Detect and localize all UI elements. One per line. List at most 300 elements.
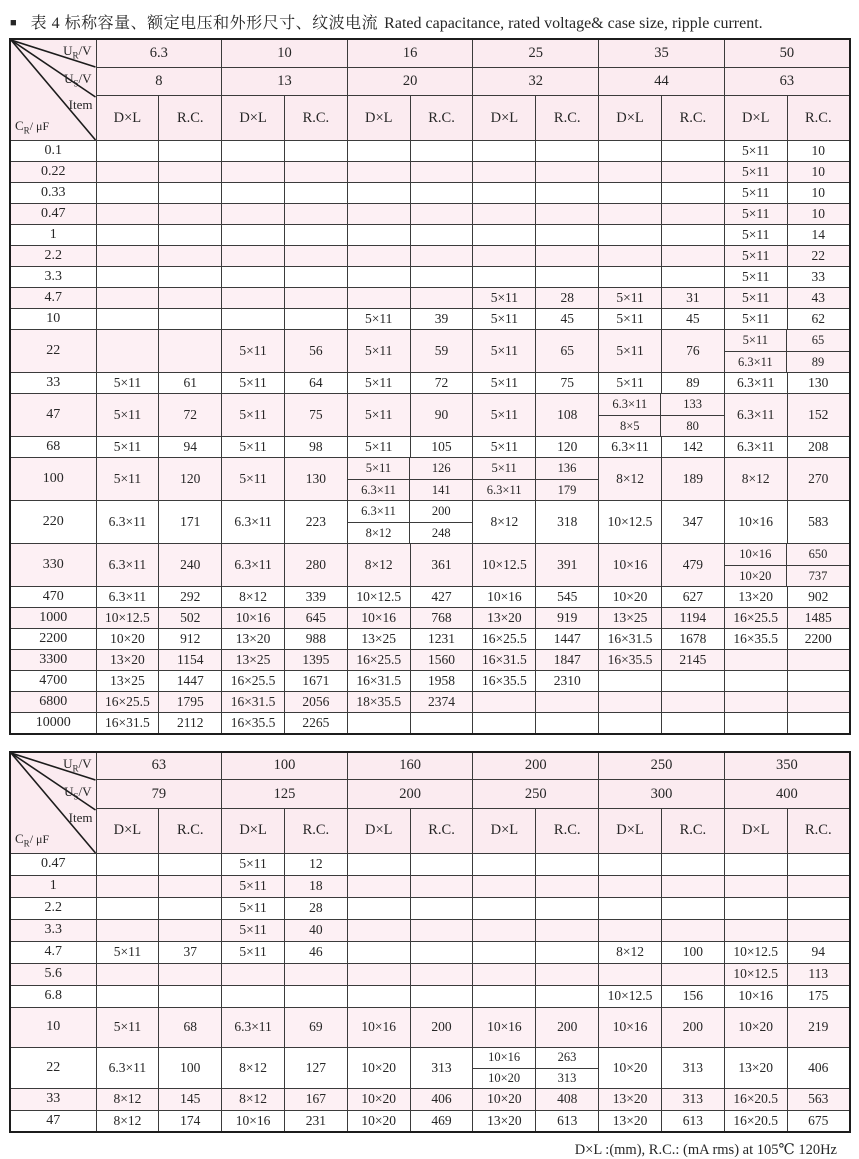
table-row: [10, 309, 850, 330]
case-size-cell: 8×12: [96, 1110, 159, 1132]
case-size-cell: [96, 309, 159, 330]
ripple-current-cell: 130: [787, 373, 850, 394]
case-size-cell: [96, 853, 159, 875]
case-size-cell: 10×16: [473, 1007, 536, 1047]
case-size-cell: 10×20: [347, 1088, 410, 1110]
case-size-cell: 5×11: [348, 458, 410, 479]
case-size-cell: 8×12: [347, 544, 410, 587]
case-size-cell: 5×11: [599, 373, 662, 394]
capacitance-cell: 1: [10, 875, 96, 897]
capacitance-cell: 3300: [10, 650, 96, 671]
ripple-current-cell: 768: [410, 608, 473, 629]
case-size-cell: 5×11: [222, 394, 285, 437]
case-size-cell: [96, 897, 159, 919]
ripple-current-cell: 313: [661, 1047, 724, 1088]
case-size-cell: [599, 267, 662, 288]
case-size-cell: 16×35.5: [599, 650, 662, 671]
case-size-cell: 6.3×11: [222, 1007, 285, 1047]
ripple-current-cell: [159, 267, 222, 288]
table-row: [10, 373, 850, 394]
capacitance-label: $C_R/$ μF: [15, 118, 50, 136]
ripple-current-cell: [536, 963, 599, 985]
case-size-cell: [473, 875, 536, 897]
ripple-current-cell: 22: [787, 246, 850, 267]
case-size-cell: [724, 853, 787, 875]
ripple-current-cell: [661, 875, 724, 897]
case-size-column-header: D×L: [222, 96, 285, 141]
capacitance-cell: 22: [10, 1047, 96, 1088]
case-size-column-header: D×L: [599, 96, 662, 141]
ripple-current-cell: [536, 162, 599, 183]
rated-voltage-value: 50: [724, 39, 850, 67]
capacitance-table-low-voltage: [9, 38, 851, 735]
ripple-current-cell: 174: [159, 1110, 222, 1132]
case-size-cell: 8×12: [222, 1047, 285, 1088]
case-size-cell: 6.3×11: [222, 544, 285, 587]
ripple-current-cell: [661, 204, 724, 225]
case-size-cell: 13×20: [222, 629, 285, 650]
ripple-current-cell: 31: [661, 288, 724, 309]
case-size-cell: [347, 246, 410, 267]
case-size-cell: [96, 204, 159, 225]
ripple-current-cell: 12: [284, 853, 347, 875]
table-row: [10, 853, 850, 875]
case-size-cell: 5×11: [724, 309, 787, 330]
table-row: [10, 713, 850, 734]
case-size-cell: [473, 204, 536, 225]
surge-voltage-label-subscript: S: [73, 791, 79, 802]
case-size-cell: 10×20: [599, 587, 662, 608]
case-size-cell: 5×11: [473, 458, 535, 479]
ripple-current-cell: 223: [284, 501, 347, 544]
ripple-current-cell: 1231: [410, 629, 473, 650]
case-size-cell: [599, 225, 662, 246]
ripple-current-cell: 171: [159, 501, 222, 544]
ripple-current-cell: [159, 225, 222, 246]
ripple-current-cell: [787, 650, 850, 671]
case-size-cell: 10×16: [222, 1110, 285, 1132]
ripple-current-cell: 1395: [284, 650, 347, 671]
split-case-ripple-cell: [724, 544, 850, 587]
ripple-current-cell: 189: [661, 458, 724, 501]
surge-voltage-value: 125: [222, 780, 348, 808]
ripple-current-cell: [410, 713, 473, 734]
ripple-current-cell: 130: [284, 458, 347, 501]
capacitance-cell: 1: [10, 225, 96, 246]
case-size-cell: 13×25: [347, 629, 410, 650]
ripple-current-cell: [536, 267, 599, 288]
case-size-cell: [724, 919, 787, 941]
capacitance-cell: 220: [10, 501, 96, 544]
ripple-current-cell: 28: [536, 288, 599, 309]
ripple-current-cell: [410, 875, 473, 897]
case-size-cell: 5×11: [96, 458, 159, 501]
ripple-current-cell: 18: [284, 875, 347, 897]
ripple-current-cell: [284, 246, 347, 267]
ripple-current-cell: 912: [159, 629, 222, 650]
header-corner-box: [11, 40, 96, 140]
ripple-current-cell: [284, 267, 347, 288]
item-label: Item: [68, 97, 93, 112]
surge-voltage-value: 20: [347, 67, 473, 95]
ripple-current-cell: [536, 246, 599, 267]
case-size-cell: [222, 246, 285, 267]
case-size-cell: 5×11: [347, 309, 410, 330]
ripple-current-cell: 45: [536, 309, 599, 330]
case-size-cell: 10×16: [724, 985, 787, 1007]
case-size-cell: 5×11: [473, 373, 536, 394]
ripple-current-cell: 72: [410, 373, 473, 394]
ripple-current-cell: 347: [661, 501, 724, 544]
case-size-cell: 8×12: [222, 1088, 285, 1110]
case-size-cell: 16×31.5: [347, 671, 410, 692]
capacitance-cell: 47: [10, 1110, 96, 1132]
ripple-current-cell: 1560: [410, 650, 473, 671]
case-size-cell: 16×25.5: [347, 650, 410, 671]
capacitance-cell: 4.7: [10, 941, 96, 963]
rated-voltage-label: $U_R/V$: [63, 755, 92, 774]
ripple-current-cell: [410, 288, 473, 309]
case-size-cell: 13×20: [599, 1110, 662, 1132]
ripple-current-column-header: R.C.: [787, 96, 850, 141]
ripple-current-cell: [536, 183, 599, 204]
case-size-cell: 5×11: [222, 897, 285, 919]
case-size-column-header: D×L: [96, 96, 159, 141]
ripple-current-cell: [159, 162, 222, 183]
ripple-current-cell: 240: [159, 544, 222, 587]
ripple-current-cell: 75: [284, 394, 347, 437]
rated-voltage-value: 16: [347, 39, 473, 67]
case-size-column-header: D×L: [222, 808, 285, 853]
ripple-current-cell: 737: [787, 565, 849, 586]
surge-voltage-value: 8: [96, 67, 222, 95]
case-size-cell: [724, 713, 787, 734]
header-corner: [10, 39, 96, 141]
ripple-current-cell: 280: [284, 544, 347, 587]
ripple-current-cell: 75: [536, 373, 599, 394]
ripple-current-cell: [536, 713, 599, 734]
split-case-ripple-cell: [473, 1047, 599, 1088]
ripple-current-cell: [661, 162, 724, 183]
ripple-current-cell: 988: [284, 629, 347, 650]
ripple-current-cell: 2056: [284, 692, 347, 713]
case-size-cell: 5×11: [724, 225, 787, 246]
rated-voltage-value: 100: [222, 752, 348, 780]
ripple-current-cell: 1485: [787, 608, 850, 629]
case-size-cell: [473, 941, 536, 963]
case-size-cell: 5×11: [222, 919, 285, 941]
case-size-cell: 16×20.5: [724, 1088, 787, 1110]
capacitance-label: $C_R/$ μF: [15, 830, 50, 849]
ripple-current-cell: [410, 246, 473, 267]
case-size-cell: [473, 713, 536, 734]
ripple-current-cell: 61: [159, 373, 222, 394]
case-size-cell: [347, 204, 410, 225]
case-size-cell: 10×16: [222, 608, 285, 629]
ripple-current-cell: 120: [159, 458, 222, 501]
table-row: [10, 1047, 850, 1088]
case-size-cell: 5×11: [222, 373, 285, 394]
case-size-cell: 10×20: [473, 1088, 536, 1110]
rated-voltage-value: 160: [347, 752, 473, 780]
ripple-current-cell: 270: [787, 458, 850, 501]
surge-voltage-label-suffix: /V: [78, 71, 92, 86]
case-size-cell: [473, 985, 536, 1007]
case-size-cell: 10×16: [725, 544, 787, 565]
ripple-current-cell: 90: [410, 394, 473, 437]
case-size-cell: 10×20: [725, 565, 787, 586]
case-size-cell: [599, 141, 662, 162]
ripple-current-cell: 141: [410, 479, 472, 500]
table-row: [10, 162, 850, 183]
case-size-cell: 5×11: [599, 330, 662, 373]
case-size-cell: 5×11: [724, 141, 787, 162]
ripple-current-cell: [410, 919, 473, 941]
surge-voltage-value: 13: [222, 67, 348, 95]
case-size-cell: [599, 713, 662, 734]
rated-voltage-value: 200: [473, 752, 599, 780]
case-size-cell: [96, 330, 159, 373]
ripple-current-cell: [536, 225, 599, 246]
case-size-cell: 6.3×11: [724, 373, 787, 394]
case-size-cell: [96, 919, 159, 941]
ripple-current-cell: 14: [787, 225, 850, 246]
case-size-cell: [222, 162, 285, 183]
ripple-current-cell: [410, 897, 473, 919]
ripple-current-cell: [661, 897, 724, 919]
ripple-current-cell: 902: [787, 587, 850, 608]
case-size-cell: [222, 288, 285, 309]
capacitance-cell: 4.7: [10, 288, 96, 309]
case-size-cell: 10×12.5: [724, 941, 787, 963]
ripple-current-cell: 391: [536, 544, 599, 587]
case-size-cell: 5×11: [347, 373, 410, 394]
ripple-current-cell: 76: [661, 330, 724, 373]
case-size-cell: [347, 919, 410, 941]
case-size-cell: [473, 963, 536, 985]
case-size-cell: 6.3×11: [599, 394, 661, 415]
ripple-current-cell: 231: [284, 1110, 347, 1132]
capacitance-cell: 4700: [10, 671, 96, 692]
ripple-current-cell: 56: [284, 330, 347, 373]
case-size-cell: 13×20: [724, 1047, 787, 1088]
case-size-cell: 16×35.5: [473, 671, 536, 692]
ripple-current-cell: 2374: [410, 692, 473, 713]
rated-voltage-label: $U_R/V$: [63, 43, 92, 61]
ripple-current-cell: [661, 246, 724, 267]
surge-voltage-value: 300: [599, 780, 725, 808]
capacitance-cell: 2.2: [10, 246, 96, 267]
case-size-cell: 5×11: [599, 288, 662, 309]
ripple-current-cell: [159, 183, 222, 204]
case-size-cell: [347, 162, 410, 183]
case-size-cell: [724, 650, 787, 671]
ripple-current-cell: [410, 204, 473, 225]
split-case-ripple-cell: [724, 330, 850, 373]
table-row: [10, 501, 850, 544]
table-row: [10, 204, 850, 225]
case-size-cell: 8×5: [599, 415, 661, 436]
table-row: [10, 141, 850, 162]
case-size-cell: [724, 897, 787, 919]
ripple-current-cell: [410, 963, 473, 985]
case-size-cell: 16×31.5: [599, 629, 662, 650]
case-size-cell: 10×16: [473, 1048, 535, 1068]
bullet-square-icon: ■: [10, 17, 17, 29]
ripple-current-cell: 919: [536, 608, 599, 629]
table-title: [9, 10, 851, 33]
capacitance-cell: 0.47: [10, 853, 96, 875]
rated-voltage-value: 10: [222, 39, 348, 67]
capacitance-cell: 33: [10, 1088, 96, 1110]
ripple-current-cell: 45: [661, 309, 724, 330]
ripple-current-cell: 1194: [661, 608, 724, 629]
ripple-current-cell: 80: [661, 415, 723, 436]
ripple-current-column-header: R.C.: [536, 96, 599, 141]
ripple-current-cell: 133: [683, 397, 702, 411]
case-size-cell: [473, 141, 536, 162]
ripple-current-cell: [284, 204, 347, 225]
case-size-cell: 10×12.5: [96, 608, 159, 629]
case-size-cell: [724, 671, 787, 692]
title-english: Rated capacitance, rated voltage& case size, ripple current.: [384, 15, 763, 32]
table-row: [10, 587, 850, 608]
case-size-cell: 10×20: [724, 1007, 787, 1047]
capacitance-cell: 6800: [10, 692, 96, 713]
ripple-current-cell: 2112: [159, 713, 222, 734]
ripple-current-cell: 40: [284, 919, 347, 941]
ripple-current-cell: 318: [536, 501, 599, 544]
ripple-current-cell: [410, 941, 473, 963]
case-size-cell: 18×35.5: [347, 692, 410, 713]
ripple-current-cell: 613: [661, 1110, 724, 1132]
ripple-current-cell: 427: [410, 587, 473, 608]
capacitance-label-subscript: R: [23, 838, 30, 849]
ripple-current-cell: 200: [661, 1007, 724, 1047]
case-size-cell: [347, 897, 410, 919]
case-size-cell: 6.3×11: [222, 501, 285, 544]
ripple-current-cell: 645: [284, 608, 347, 629]
case-size-cell: [96, 267, 159, 288]
ripple-current-cell: [159, 897, 222, 919]
case-size-cell: 5×11: [724, 288, 787, 309]
table-row: [10, 1007, 850, 1047]
ripple-current-cell: 28: [284, 897, 347, 919]
ripple-current-cell: [159, 919, 222, 941]
surge-voltage-value: 44: [599, 67, 725, 95]
table-row: [10, 875, 850, 897]
case-size-cell: [599, 963, 662, 985]
case-size-cell: [222, 204, 285, 225]
case-size-cell: 5×11: [599, 309, 662, 330]
case-size-column-header: D×L: [347, 96, 410, 141]
case-size-cell: 5×11: [347, 394, 410, 437]
table-row: [10, 941, 850, 963]
ripple-current-cell: 627: [661, 587, 724, 608]
capacitance-cell: 2200: [10, 629, 96, 650]
ripple-current-cell: [536, 897, 599, 919]
header-corner-box: [11, 753, 96, 853]
table-row: [10, 288, 850, 309]
ripple-current-cell: 200: [431, 504, 451, 518]
ripple-current-cell: 33: [787, 267, 850, 288]
ripple-current-cell: 313: [661, 1088, 724, 1110]
ripple-current-cell: [661, 919, 724, 941]
title-chinese: 表 4 标称容量、额定电压和外形尺寸、纹波电流: [30, 15, 379, 32]
case-size-cell: 6.3×11: [348, 479, 410, 500]
case-size-column-header: D×L: [473, 96, 536, 141]
case-size-cell: 6.3×11: [96, 1047, 159, 1088]
case-size-cell: [599, 897, 662, 919]
ripple-current-cell: [661, 183, 724, 204]
ripple-current-column-header: R.C.: [661, 96, 724, 141]
case-size-cell: 5×11: [473, 394, 536, 437]
ripple-current-cell: 108: [536, 394, 599, 437]
capacitance-label-suffix: / μF: [29, 831, 50, 846]
case-size-cell: 5×11: [222, 437, 285, 458]
ripple-current-cell: 127: [284, 1047, 347, 1088]
case-size-cell: [347, 985, 410, 1007]
case-size-cell: 6.3×11: [473, 479, 535, 500]
case-size-cell: [96, 288, 159, 309]
split-case-ripple-cell: [347, 501, 473, 544]
capacitance-cell: 10: [10, 1007, 96, 1047]
ripple-current-cell: 469: [410, 1110, 473, 1132]
surge-voltage-label-subscript: S: [73, 78, 79, 89]
case-size-cell: 16×25.5: [724, 608, 787, 629]
ripple-current-cell: 94: [159, 437, 222, 458]
ripple-current-cell: [536, 204, 599, 225]
table-header: [10, 752, 850, 854]
ripple-current-cell: [536, 141, 599, 162]
surge-voltage-label: $U_S/V$: [64, 71, 92, 89]
ripple-current-cell: [787, 853, 850, 875]
ripple-current-cell: [787, 875, 850, 897]
ripple-current-cell: 10: [787, 141, 850, 162]
ripple-current-cell: 126: [431, 461, 451, 475]
ripple-current-cell: [410, 162, 473, 183]
case-size-cell: [724, 875, 787, 897]
ripple-current-cell: 339: [284, 587, 347, 608]
case-size-cell: 6.3×11: [96, 501, 159, 544]
ripple-current-cell: 2200: [787, 629, 850, 650]
ripple-current-cell: 2310: [536, 671, 599, 692]
rated-voltage-value: 35: [599, 39, 725, 67]
case-size-cell: [222, 985, 285, 1007]
case-size-cell: 5×11: [96, 394, 159, 437]
rated-voltage-value: 6.3: [96, 39, 222, 67]
case-size-cell: 5×11: [724, 183, 787, 204]
table-row: [10, 458, 850, 501]
case-size-cell: [222, 309, 285, 330]
case-size-cell: [599, 204, 662, 225]
case-size-cell: 5×11: [96, 373, 159, 394]
case-size-cell: 13×20: [599, 1088, 662, 1110]
ripple-current-cell: 59: [410, 330, 473, 373]
rated-voltage-value: 63: [96, 752, 222, 780]
capacitance-cell: 330: [10, 544, 96, 587]
ripple-current-cell: 69: [284, 1007, 347, 1047]
case-size-cell: [222, 183, 285, 204]
ripple-current-cell: [284, 183, 347, 204]
case-size-cell: [222, 141, 285, 162]
table-row: [10, 692, 850, 713]
capacitance-cell: 0.47: [10, 204, 96, 225]
ripple-current-cell: 200: [410, 1007, 473, 1047]
case-size-cell: [347, 853, 410, 875]
ripple-current-cell: 200: [536, 1007, 599, 1047]
ripple-current-cell: 406: [410, 1088, 473, 1110]
